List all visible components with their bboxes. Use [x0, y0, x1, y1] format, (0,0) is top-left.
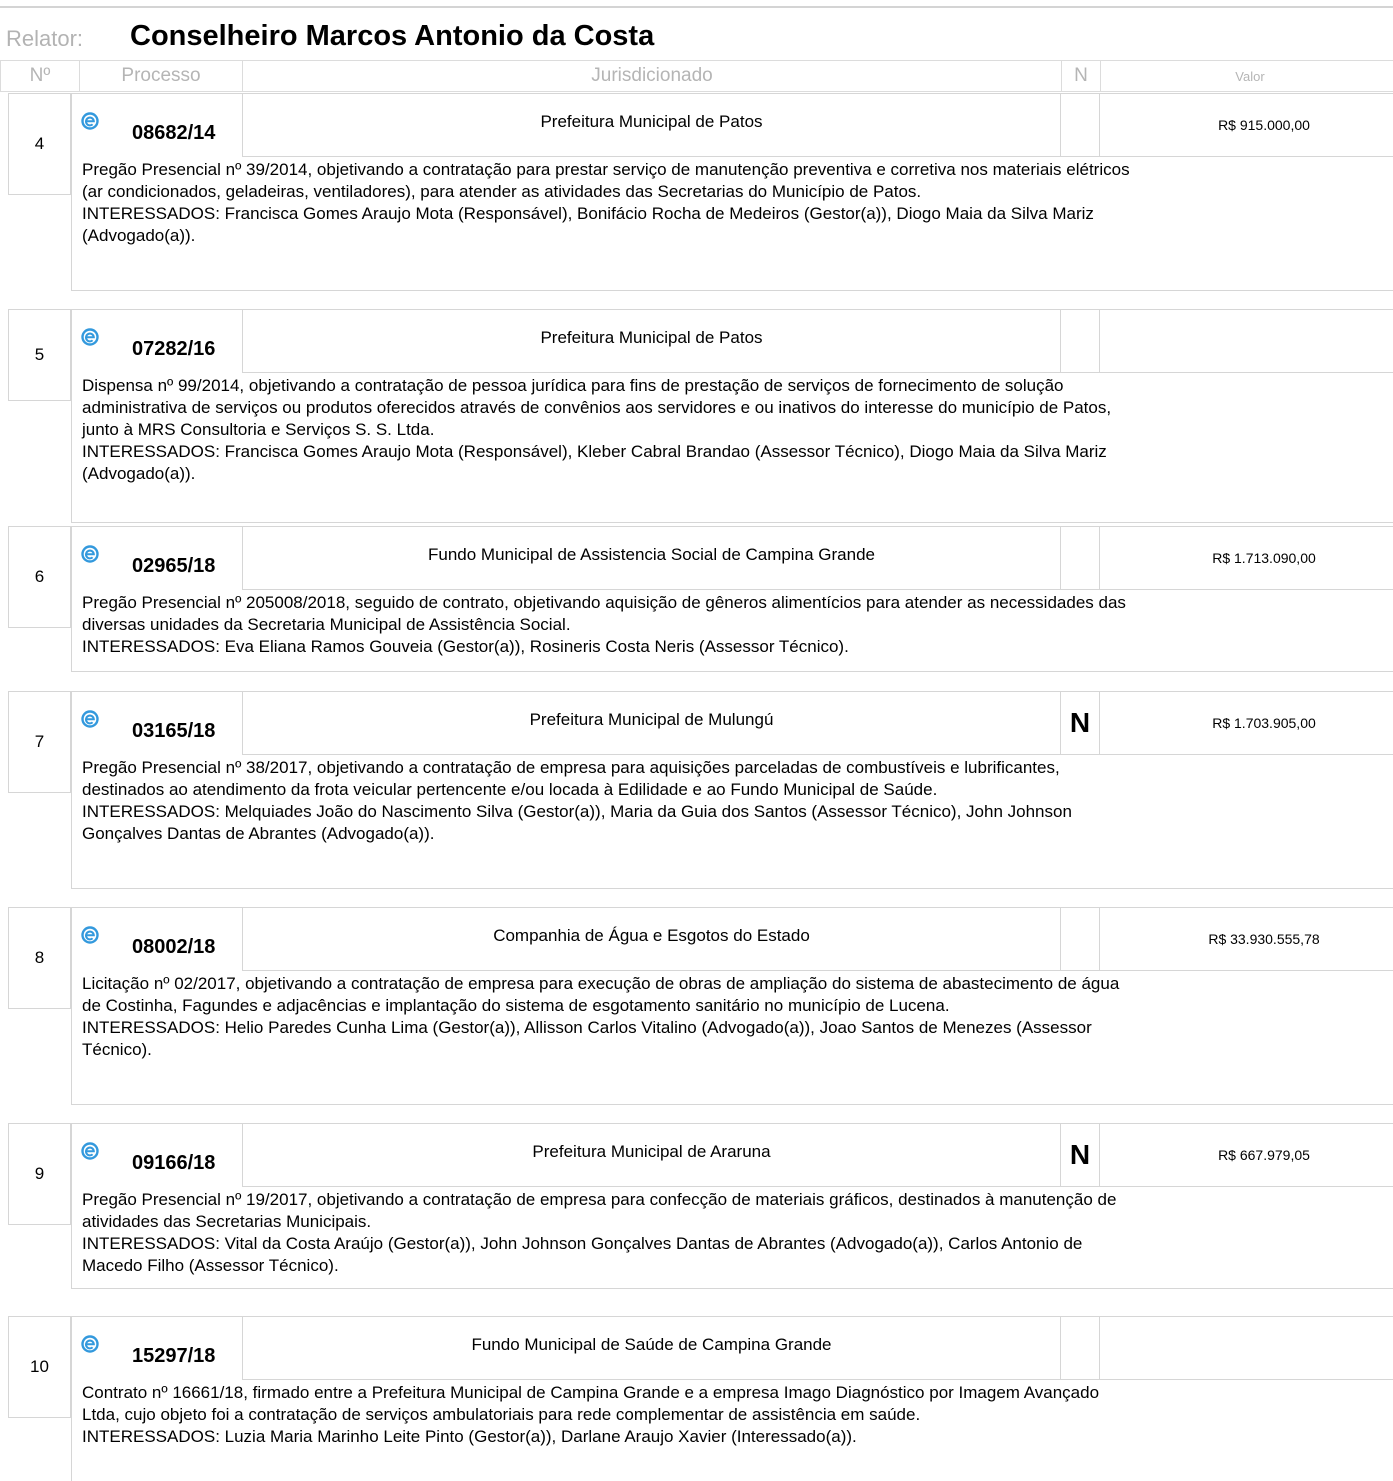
process-cell [71, 93, 243, 157]
column-header-numero: Nº [0, 60, 80, 92]
item-number: 5 [8, 309, 71, 401]
column-header-n: N [1061, 60, 1101, 92]
process-description [71, 755, 1393, 889]
e-document-icon[interactable] [81, 545, 99, 563]
process-item-header [71, 309, 1393, 373]
e-document-icon[interactable] [81, 926, 99, 944]
jurisdicionado-cell: Fundo Municipal de Saúde de Campina Grande [242, 1316, 1061, 1380]
description-line: (ar condicionados, geladeiras, ventiladores), para atender as atividades das Secretarias do Município de Patos. [82, 182, 922, 201]
n-flag-cell [1060, 309, 1100, 373]
valor-cell: R$ 1.703.905,00 [1099, 691, 1393, 755]
column-header-processo: Processo [79, 60, 243, 92]
process-number-link[interactable]: 08682/14 [132, 122, 216, 144]
e-document-icon[interactable] [81, 112, 99, 130]
n-flag-cell: N [1060, 1123, 1100, 1187]
process-cell [71, 907, 243, 971]
jurisdicionado-cell: Companhia de Água e Esgotos do Estado [242, 907, 1061, 971]
process-number-link[interactable]: 07282/16 [132, 338, 216, 360]
description-line: INTERESSADOS: Melquiades João do Nascimento Silva (Gestor(a)), Maria da Guia dos Santos (Assessor Técnico), John Johnson [82, 802, 1072, 821]
e-document-icon[interactable] [81, 710, 99, 728]
description-line: INTERESSADOS: Eva Eliana Ramos Gouveia (Gestor(a)), Rosineris Costa Neris (Assessor Técnico). [82, 637, 849, 656]
description-line: Contrato nº 16661/18, firmado entre a Prefeitura Municipal de Campina Grande e a empresa Imago Diagnóstico por Imagem Avançado [82, 1383, 1100, 1402]
item-number: 10 [8, 1316, 71, 1418]
description-line: Pregão Presencial nº 39/2014, objetivando a contratação para prestar serviço de manutenção preventiva e corretiva nos materiais elétricos [82, 160, 1130, 179]
valor-cell [1099, 1316, 1393, 1380]
process-cell [71, 309, 243, 373]
description-line: junto à MRS Consultoria e Serviços S. S. Ltda. [82, 420, 435, 439]
valor-cell: R$ 33.930.555,78 [1099, 907, 1393, 971]
process-cell [71, 1316, 243, 1380]
description-line: INTERESSADOS: Francisca Gomes Araujo Mota (Responsável), Kleber Cabral Brandao (Assessor Técnico), Diogo Maia da Silva Mariz [82, 442, 1107, 461]
item-number: 8 [8, 907, 71, 1009]
description-line: administrativa de serviços ou produtos oferecidos através de convênios aos servidores e ou inativos do interesse do município de Patos, [82, 398, 1112, 417]
process-number-link[interactable]: 15297/18 [132, 1345, 216, 1367]
e-document-icon[interactable] [81, 328, 99, 346]
description-line: Licitação nº 02/2017, objetivando a contratação de empresa para execução de obras de ampliação do sistema de abastecimento de água [82, 974, 1120, 993]
process-item-header [71, 691, 1393, 755]
jurisdicionado-cell: Prefeitura Municipal de Mulungú [242, 691, 1061, 755]
process-description [71, 157, 1393, 291]
process-description [71, 1187, 1393, 1289]
process-item-header [71, 526, 1393, 590]
description-line: diversas unidades da Secretaria Municipal de Assistência Social. [82, 615, 571, 634]
description-line: Dispensa nº 99/2014, objetivando a contratação de pessoa jurídica para fins de prestação de serviços de fornecimento de solução [82, 376, 1064, 395]
jurisdicionado-cell: Prefeitura Municipal de Patos [242, 93, 1061, 157]
process-description [71, 971, 1393, 1105]
description-line: (Advogado(a)). [82, 226, 196, 245]
e-document-icon[interactable] [81, 1335, 99, 1353]
process-item-header [71, 907, 1393, 971]
n-flag-cell [1060, 1316, 1100, 1380]
description-line: destinados ao atendimento da frota veicular pertencente e/ou locada à Edilidade e ao Fundo Municipal de Saúde. [82, 780, 938, 799]
process-cell [71, 691, 243, 755]
e-document-icon[interactable] [81, 1142, 99, 1160]
process-item-header [71, 1316, 1393, 1380]
description-line: Pregão Presencial nº 38/2017, objetivando a contratação de empresa para aquisições parceladas de combustíveis e lubrificantes, [82, 758, 1060, 777]
process-number-link[interactable]: 02965/18 [132, 555, 216, 577]
process-number-link[interactable]: 09166/18 [132, 1152, 216, 1174]
n-flag-cell [1060, 907, 1100, 971]
description-line: atividades das Secretarias Municipais. [82, 1212, 372, 1231]
jurisdicionado-cell: Prefeitura Municipal de Araruna [242, 1123, 1061, 1187]
process-cell [71, 1123, 243, 1187]
process-item-header [71, 1123, 1393, 1187]
description-line: INTERESSADOS: Francisca Gomes Araujo Mota (Responsável), Bonifácio Rocha de Medeiros (Gestor(a)), Diogo Maia da Silva Mariz [82, 204, 1094, 223]
process-description [71, 1380, 1393, 1481]
n-flag-cell [1060, 526, 1100, 590]
item-number: 9 [8, 1123, 71, 1225]
description-line: Técnico). [82, 1040, 152, 1059]
item-number: 7 [8, 691, 71, 793]
description-line: INTERESSADOS: Luzia Maria Marinho Leite Pinto (Gestor(a)), Darlane Araujo Xavier (Interessado(a)). [82, 1427, 857, 1446]
description-line: Macedo Filho (Assessor Técnico). [82, 1256, 339, 1275]
process-description [71, 590, 1393, 672]
jurisdicionado-cell: Prefeitura Municipal de Patos [242, 309, 1061, 373]
process-item-header [71, 93, 1393, 157]
n-flag-cell: N [1060, 691, 1100, 755]
column-header-jurisdicionado: Jurisdicionado [242, 60, 1062, 92]
process-description [71, 373, 1393, 523]
relator-bar [0, 6, 1393, 60]
n-flag-cell [1060, 93, 1100, 157]
valor-cell: R$ 1.713.090,00 [1099, 526, 1393, 590]
description-line: Pregão Presencial nº 19/2017, objetivando a contratação de empresa para confecção de materiais gráficos, destinados à manutenção de [82, 1190, 1117, 1209]
jurisdicionado-cell: Fundo Municipal de Assistencia Social de Campina Grande [242, 526, 1061, 590]
description-line: Gonçalves Dantas de Abrantes (Advogado(a)). [82, 824, 435, 843]
item-number: 6 [8, 526, 71, 628]
valor-cell [1099, 309, 1393, 373]
valor-cell: R$ 915.000,00 [1099, 93, 1393, 157]
description-line: Ltda, cujo objeto foi a contratação de serviços ambulatoriais para rede complementar de assistência em saúde. [82, 1405, 921, 1424]
item-number: 4 [8, 93, 71, 195]
process-cell [71, 526, 243, 590]
process-number-link[interactable]: 03165/18 [132, 720, 216, 742]
process-number-link[interactable]: 08002/18 [132, 936, 216, 958]
description-line: INTERESSADOS: Helio Paredes Cunha Lima (Gestor(a)), Allisson Carlos Vitalino (Advogado(a)), Joao Santos de Menezes (Assessor [82, 1018, 1092, 1037]
description-line: INTERESSADOS: Vital da Costa Araújo (Gestor(a)), John Johnson Gonçalves Dantas de Abrantes (Advogado(a)), Carlos Antonio de [82, 1234, 1083, 1253]
column-header-valor: Valor [1100, 60, 1393, 92]
description-line: de Costinha, Fagundes e adjacências e implantação do sistema de esgotamento sanitário no município de Lucena. [82, 996, 950, 1015]
relator-label: Relator: [6, 26, 84, 51]
description-line: (Advogado(a)). [82, 464, 196, 483]
description-line: Pregão Presencial nº 205008/2018, seguido de contrato, objetivando aquisição de gêneros alimentícios para atender as necessidades das [82, 593, 1126, 612]
relator-name: Conselheiro Marcos Antonio da Costa [130, 20, 655, 52]
valor-cell: R$ 667.979,05 [1099, 1123, 1393, 1187]
